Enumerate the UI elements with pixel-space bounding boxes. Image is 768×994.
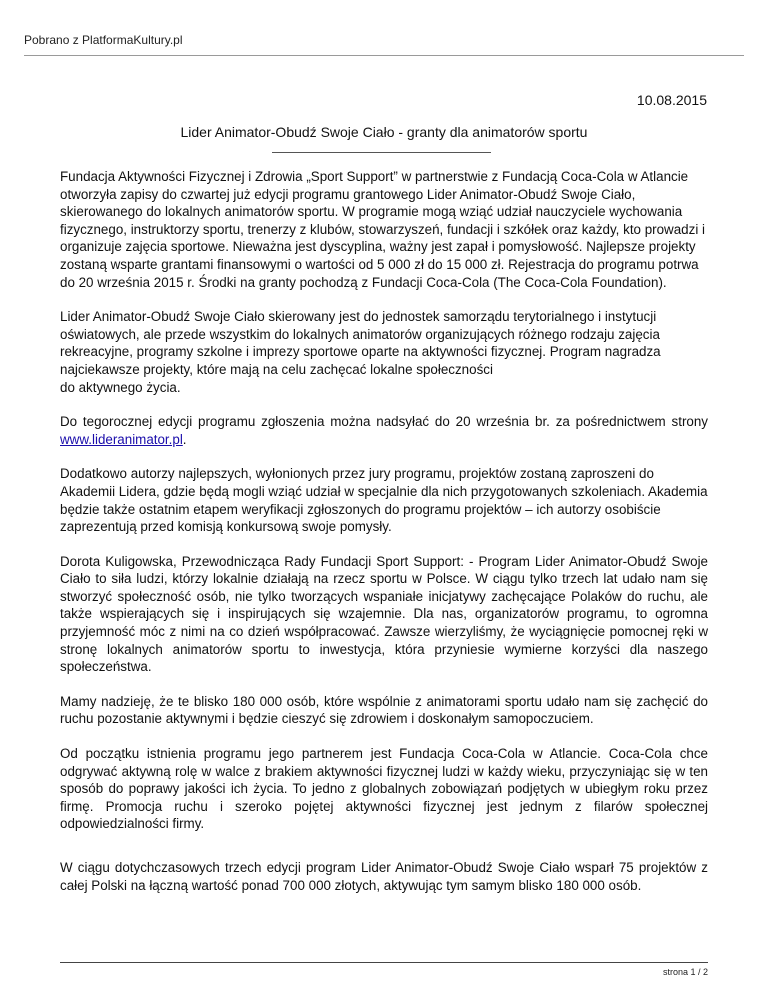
paragraph-3-end: . (182, 431, 187, 447)
paragraph-2 (60, 308, 708, 396)
paragraph-3-text: Do tegorocznej edycji programu zgłoszenia można nadsyłać do 20 września br. za pośrednictwem strony (60, 414, 708, 430)
article-title: Lider Animator-Obudź Swoje Ciało - granty dla animatorów sportu (180, 124, 588, 140)
page-number: strona 1 / 2 (662, 967, 708, 977)
lideranimator-link[interactable]: www.lideranimator.pl (60, 431, 183, 447)
article-body (60, 168, 708, 911)
header-divider (24, 55, 744, 56)
paragraph-3 (60, 413, 708, 448)
paragraph-7: Od początku istnienia programu jego partnerem jest Fundacja Coca-Cola w Atlancie. Coca-Cola chce odgrywać aktywną rolę w walce z brakiem aktywności fizycznej ludzi w każdy wieku, przyczyniając się w ten sposób do poprawy jakości ich życia. To jedno z globalnych zobowiązań podjętych w ubiegłym roku przez firmę. Promocja ruchu i szeroko pojętej aktywności fizycznej jest jednym z filarów społecznej odpowiedzialności firmy. (60, 746, 708, 832)
paragraph-5: Dorota Kuligowska, Przewodnicząca Rady Fundacji Sport Support: - Program Lider Animator-Obudź Swoje Ciało to siła ludzi, którzy lokalnie działają na rzecz sportu w Polsce. W ciągu tylko trzech lat udało nam się stworzyć społeczność osób, nie tylko tworzących wspaniałe inicjatywy zachęcające Polaków do ruchu, ale także wspierających się i inspirujących się wzajemnie. Dla nas, organizatorów programu, to ogromna przyjemność móc z nimi na co dzień współpracować. Zawsze wierzyliśmy, że wyciągnięcie pomocnej ręki w stronę lokalnych animatorów sportu to inwestycja, która przyniesie wymierne korzyści dla naszego społeczeństwa. (60, 553, 708, 675)
title-underline (272, 152, 491, 153)
paragraph-8: W ciągu dotychczasowych trzech edycji program Lider Animator-Obudź Swoje Ciało wsparł 75 projektów z całej Polski na łączną wartość ponad 700 000 złotych, aktywując tym samym blisko 180 000 osób. (60, 860, 708, 893)
paragraph-2-text: Lider Animator-Obudź Swoje Ciało skierowany jest do jednostek samorządu terytorialnego i instytucji oświatowych, ale przede wszystkim do lokalnych animatorów organizujących różnego rodzaju zajęcia rekreacyjne, programy szkolne i imprezy sportowe oparte na aktywności fizycznej. Program nagradza najciekawsze projekty, które mają na celu zachęcać lokalne społeczności (60, 309, 661, 377)
article-date: 10.08.2015 (636, 92, 707, 108)
source-header: Pobrano z PlatformaKultury.pl (24, 33, 183, 47)
paragraph-1: Fundacja Aktywności Fizycznej i Zdrowia „Sport Support” w partnerstwie z Fundacją Coca-Cola w Atlancie otworzyła zapisy do czwartej już edycji programu grantowego Lider Animator-Obudź Swoje Ciało, skierowanego do lokalnych animatorów sportu. W programie mogą wziąć udział nauczyciele wychowania fizycznego, instruktorzy sportu, trenerzy z klubów, stowarzyszeń, fundacji i szkółek oraz każdy, kto prowadzi i organizuje zajęcia sportowe. Nieważna jest dyscyplina, ważny jest zapał i pomysłowość. Najlepsze projekty zostaną wsparte grantami finansowymi o wartości od 5 000 zł do 15 000 zł. Rejestracja do programu potrwa do 20 września 2015 r. Środki na granty pochodzą z Fundacji Coca-Cola (The Coca-Cola Foundation). (60, 169, 705, 290)
paragraph-gap (60, 850, 708, 859)
footer-divider (60, 962, 708, 963)
paragraph-2-end: do aktywnego życia. (60, 379, 181, 395)
paragraph-4: Dodatkowo autorzy najlepszych, wyłonionych przez jury programu, projektów zostaną zaproszeni do Akademii Lidera, gdzie będą mogli wziąć udział w specjalnie dla nich przygotowanych szkoleniach. Akademia będzie także ostatnim etapem weryfikacji zgłoszonych do programu projektów – ich autorzy osobiście zaprezentują przed komisją konkursową swoje pomysły. (60, 466, 708, 535)
paragraph-6: Mamy nadzieję, że te blisko 180 000 osób, które wspólnie z animatorami sportu udało nam się zachęcić do ruchu pozostanie aktywnymi i będzie cieszyć się zdrowiem i doskonałym samopoczuciem. (60, 693, 708, 727)
